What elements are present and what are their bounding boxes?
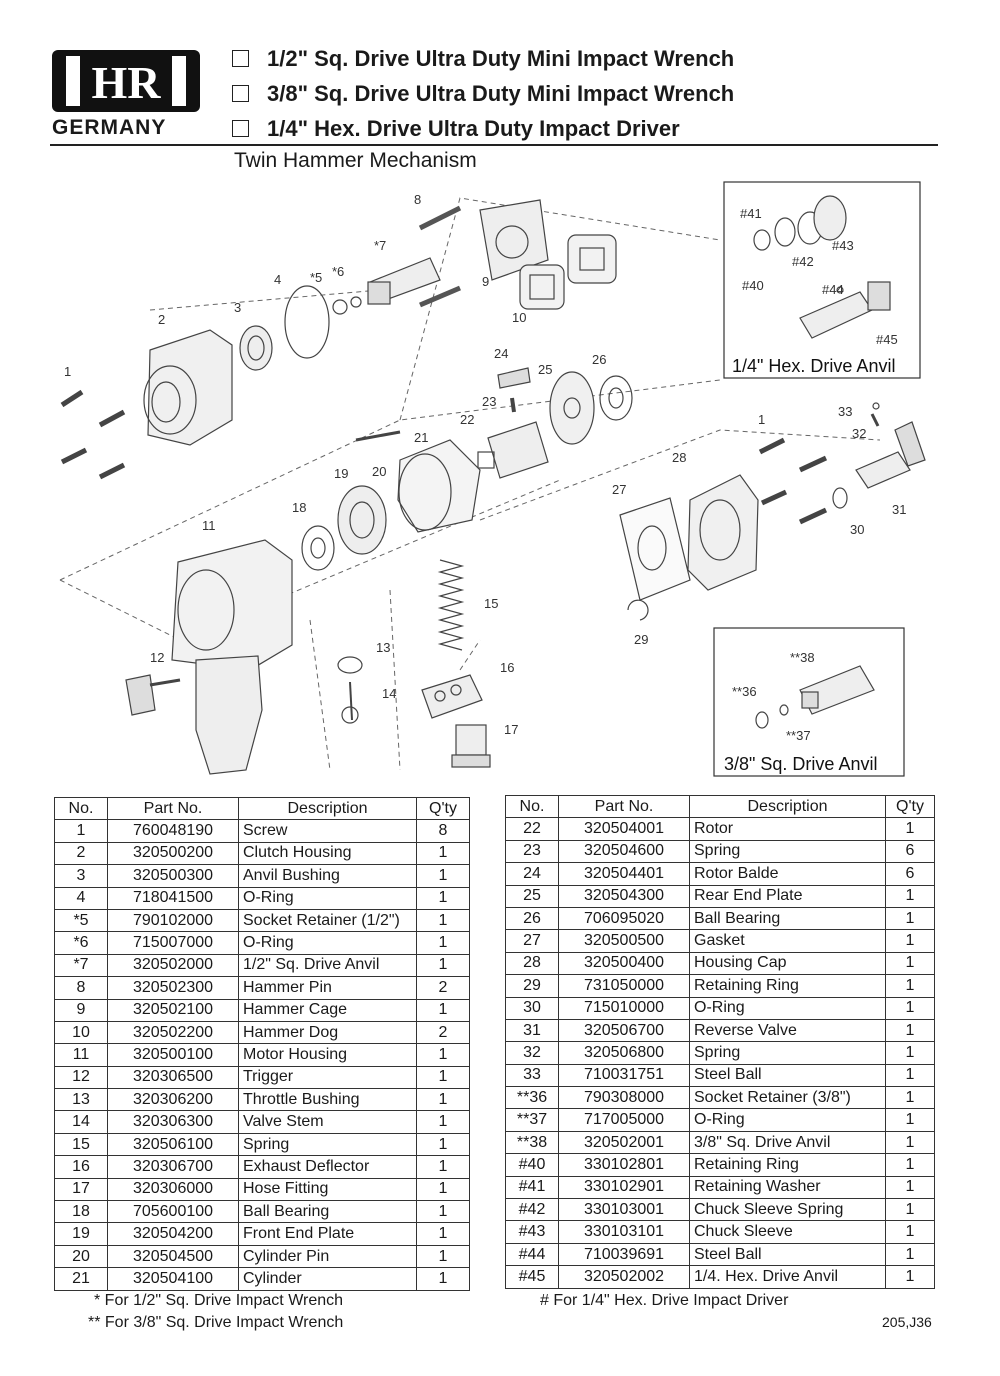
cell-qty: 1 [886,1064,935,1086]
cell-part-no: 320504600 [559,840,690,862]
label-18: 18 [292,500,307,515]
label-8: 8 [414,192,422,207]
cell-part-no: 706095020 [559,907,690,929]
cell-no: 13 [55,1089,108,1111]
cell-description: Gasket [690,930,886,952]
cell-part-no: 715010000 [559,997,690,1019]
cell-qty: 1 [886,975,935,997]
cell-qty: 1 [417,1178,470,1200]
label-38: **38 [790,650,815,665]
cell-no: 2 [55,842,108,864]
cell-qty: 1 [417,1111,470,1133]
table-row [506,1042,935,1064]
cell-no: 25 [506,885,559,907]
cell-description: Chuck Sleeve [690,1221,886,1243]
col-part-no: Part No. [559,796,690,818]
cell-qty: 1 [417,932,470,954]
table-row [506,975,935,997]
label-6: *6 [332,264,345,279]
cell-description: 1/4. Hex. Drive Anvil [690,1266,886,1288]
cell-description: Rear End Plate [690,885,886,907]
cell-part-no: 320502100 [108,999,239,1021]
brand-germany: GERMANY [52,116,167,139]
cell-part-no: 320504100 [108,1268,239,1290]
cell-description: O-Ring [690,1109,886,1131]
cell-part-no: 320306000 [108,1178,239,1200]
cell-no: 23 [506,840,559,862]
cell-no: 9 [55,999,108,1021]
cell-description: Exhaust Deflector [239,1156,417,1178]
cell-part-no: 320504500 [108,1245,239,1267]
col-qty: Q'ty [886,796,935,818]
table-row [506,1154,935,1176]
col-part-no: Part No. [108,798,239,820]
table-row [55,1044,470,1066]
cell-no: 31 [506,1019,559,1041]
table-row [55,1066,470,1088]
cell-part-no: 320306700 [108,1156,239,1178]
cell-qty: 1 [886,1221,935,1243]
title-hex-driver: 1/4" Hex. Drive Ultra Duty Impact Driver [267,116,680,141]
table-row [506,907,935,929]
cell-qty: 2 [417,977,470,999]
cell-no: #43 [506,1221,559,1243]
cell-part-no: 320500100 [108,1044,239,1066]
cell-qty: 1 [417,1066,470,1088]
cell-qty: 1 [886,952,935,974]
table-row [506,1176,935,1198]
footnote-hash: # For 1/4" Hex. Drive Impact Driver [540,1292,789,1309]
cell-part-no: 320306300 [108,1111,239,1133]
label-2: 2 [158,312,166,327]
table-row [506,1087,935,1109]
table-header-row [55,798,470,820]
col-no: No. [55,798,108,820]
cell-description: Trigger [239,1066,417,1088]
label-19: 19 [334,466,349,481]
cell-qty: 1 [417,842,470,864]
table-row [506,1266,935,1288]
cell-part-no: 705600100 [108,1201,239,1223]
cell-qty: 1 [886,1131,935,1153]
col-description: Description [690,796,886,818]
cell-description: Hammer Pin [239,977,417,999]
cell-part-no: 320500300 [108,865,239,887]
cell-qty: 1 [417,1089,470,1111]
cell-no: *6 [55,932,108,954]
table-row [55,1021,470,1043]
cell-part-no: 320504401 [559,863,690,885]
table-row [55,1156,470,1178]
cell-qty: 1 [886,1243,935,1265]
cell-description: 3/8" Sq. Drive Anvil [690,1131,886,1153]
cell-part-no: 330102901 [559,1176,690,1198]
col-qty: Q'ty [417,798,470,820]
cell-part-no: 320504300 [559,885,690,907]
cell-description: Retaining Ring [690,975,886,997]
cell-part-no: 320502200 [108,1021,239,1043]
table-row [506,952,935,974]
cell-no: 1 [55,820,108,842]
cell-no: 20 [55,1245,108,1267]
table-row [506,863,935,885]
cell-part-no: 320504001 [559,818,690,840]
cell-part-no: 320506700 [559,1019,690,1041]
label-45: #45 [876,332,898,347]
table-row [55,1133,470,1155]
cell-description: Socket Retainer (1/2") [239,909,417,931]
cell-no: 18 [55,1201,108,1223]
cell-qty: 1 [417,1223,470,1245]
cell-qty: 1 [886,907,935,929]
cell-qty: 1 [886,1109,935,1131]
cell-qty: 1 [886,1019,935,1041]
checkbox-hex-driver[interactable] [232,120,249,137]
label-22: 22 [460,412,475,427]
title-line-1 [232,46,734,72]
title-half-inch: 1/2" Sq. Drive Ultra Duty Mini Impact Wrench [267,46,735,71]
cell-qty: 1 [417,1133,470,1155]
cell-qty: 1 [886,1042,935,1064]
cell-description: Valve Stem [239,1111,417,1133]
label-43: #43 [832,238,854,253]
label-24: 24 [494,346,509,361]
cell-description: Housing Cap [690,952,886,974]
cell-qty: 1 [886,1087,935,1109]
table-header-row [506,796,935,818]
cell-qty: 8 [417,820,470,842]
cell-description: Hammer Cage [239,999,417,1021]
cell-part-no: 320504200 [108,1223,239,1245]
checkbox-half-inch[interactable] [232,50,249,67]
label-16: 16 [500,660,515,675]
hr-logo [52,50,200,112]
table-row [55,1111,470,1133]
label-32: 32 [852,426,867,441]
table-row [55,887,470,909]
table-row [506,1064,935,1086]
cell-qty: 1 [417,1245,470,1267]
label-37: **37 [786,728,811,743]
cell-part-no: 320502300 [108,977,239,999]
parts-table-left [54,797,470,1291]
cell-no: *7 [55,954,108,976]
label-20: 20 [372,464,387,479]
cell-no: 26 [506,907,559,929]
header-rule [50,144,938,146]
cell-description: Screw [239,820,417,842]
title-line-2 [232,81,734,107]
cell-part-no: 320306200 [108,1089,239,1111]
table-row [506,1109,935,1131]
table-row [506,997,935,1019]
label-26: 26 [592,352,607,367]
label-27: 27 [612,482,627,497]
cell-qty: 6 [886,863,935,885]
table-row [55,1089,470,1111]
cell-description: Spring [239,1133,417,1155]
label-7: *7 [374,238,387,253]
cell-qty: 1 [886,818,935,840]
cell-description: Rotor [690,818,886,840]
table-row [55,999,470,1021]
inset-sq-caption: 3/8" Sq. Drive Anvil [724,754,878,774]
cell-no: 3 [55,865,108,887]
table-row [506,885,935,907]
table-row [55,842,470,864]
cell-part-no: 330102801 [559,1154,690,1176]
cell-no: 15 [55,1133,108,1155]
cell-description: Cylinder Pin [239,1245,417,1267]
cell-no: 28 [506,952,559,974]
cell-part-no: 718041500 [108,887,239,909]
cell-description: Anvil Bushing [239,865,417,887]
label-14: 14 [382,686,397,701]
cell-qty: 1 [417,1156,470,1178]
cell-description: Ball Bearing [239,1201,417,1223]
table-row [55,1223,470,1245]
checkbox-three-eighths[interactable] [232,85,249,102]
cell-description: Cylinder [239,1268,417,1290]
cell-qty: 1 [417,999,470,1021]
inset-hex-caption: 1/4" Hex. Drive Anvil [732,356,896,376]
cell-part-no: 710039691 [559,1243,690,1265]
label-36: **36 [732,684,757,699]
label-30: 30 [850,522,865,537]
label-40: #40 [742,278,764,293]
cell-no: #45 [506,1266,559,1288]
cell-qty: 1 [417,909,470,931]
cell-no: #40 [506,1154,559,1176]
table-row [506,1221,935,1243]
cell-qty: 1 [886,997,935,1019]
cell-description: Clutch Housing [239,842,417,864]
cell-part-no: 330103101 [559,1221,690,1243]
cell-qty: 2 [417,1021,470,1043]
cell-no: 22 [506,818,559,840]
label-11: 11 [202,518,216,533]
cell-no: **37 [506,1109,559,1131]
label-28: 28 [672,450,687,465]
footnote-double-star: ** For 3/8" Sq. Drive Impact Wrench [88,1314,344,1331]
label-42: #42 [792,254,814,269]
label-12: 12 [150,650,165,665]
label-5: *5 [310,270,323,285]
cell-no: 12 [55,1066,108,1088]
cell-description: Reverse Valve [690,1019,886,1041]
cell-no: *5 [55,909,108,931]
cell-qty: 1 [417,1201,470,1223]
table-row [55,932,470,954]
table-row [55,1245,470,1267]
cell-part-no: 715007000 [108,932,239,954]
cell-qty: 1 [886,885,935,907]
cell-no: 27 [506,930,559,952]
cell-description: Steel Ball [690,1064,886,1086]
cell-description: 1/2" Sq. Drive Anvil [239,954,417,976]
cell-part-no: 790308000 [559,1087,690,1109]
cell-description: Front End Plate [239,1223,417,1245]
cell-part-no: 320502001 [559,1131,690,1153]
cell-description: Chuck Sleeve Spring [690,1199,886,1221]
table-row [506,840,935,862]
cell-qty: 1 [417,865,470,887]
cell-qty: 1 [417,1268,470,1290]
cell-part-no: 717005000 [559,1109,690,1131]
cell-description: Throttle Bushing [239,1089,417,1111]
label-21: 21 [414,430,429,445]
label-17: 17 [504,722,519,737]
cell-no: 8 [55,977,108,999]
col-description: Description [239,798,417,820]
cell-qty: 1 [417,954,470,976]
document-code: 205,J36 [882,1314,932,1330]
cell-qty: 1 [886,1176,935,1198]
cell-no: #41 [506,1176,559,1198]
cell-part-no: 790102000 [108,909,239,931]
col-no: No. [506,796,559,818]
cell-no: #42 [506,1199,559,1221]
cell-no: 29 [506,975,559,997]
label-10: 10 [512,310,527,325]
table-row [55,820,470,842]
cell-description: O-Ring [690,997,886,1019]
cell-description: Ball Bearing [690,907,886,929]
table-row [506,1243,935,1265]
cell-part-no: 320500500 [559,930,690,952]
cell-part-no: 320506100 [108,1133,239,1155]
cell-part-no: 320500200 [108,842,239,864]
table-row [55,865,470,887]
label-1: 1 [64,364,72,379]
cell-qty: 1 [886,1266,935,1288]
table-row [55,954,470,976]
cell-part-no: 710031751 [559,1064,690,1086]
table-row [55,1268,470,1290]
label-1-right: 1 [758,412,766,427]
label-44: #44 [822,282,844,297]
table-row [55,1201,470,1223]
cell-no: **36 [506,1087,559,1109]
cell-no: 14 [55,1111,108,1133]
label-25: 25 [538,362,553,377]
cell-no: **38 [506,1131,559,1153]
footnote-star: * For 1/2" Sq. Drive Impact Wrench [94,1292,344,1309]
cell-no: 10 [55,1021,108,1043]
title-three-eighths: 3/8" Sq. Drive Ultra Duty Mini Impact Wrench [267,81,735,106]
cell-no: 11 [55,1044,108,1066]
label-31: 31 [892,502,907,517]
cell-qty: 1 [886,1199,935,1221]
cell-no: 32 [506,1042,559,1064]
cell-description: Retaining Washer [690,1176,886,1198]
cell-part-no: 731050000 [559,975,690,997]
cell-qty: 1 [417,1044,470,1066]
cell-description: O-Ring [239,887,417,909]
cell-part-no: 320306500 [108,1066,239,1088]
label-41: #41 [740,206,762,221]
table-row [506,818,935,840]
cell-no: 16 [55,1156,108,1178]
cell-description: Rotor Balde [690,863,886,885]
table-row [506,1019,935,1041]
cell-description: Socket Retainer (3/8") [690,1087,886,1109]
cell-part-no: 760048190 [108,820,239,842]
cell-part-no: 320506800 [559,1042,690,1064]
label-15: 15 [484,596,499,611]
label-13: 13 [376,640,391,655]
cell-no: 30 [506,997,559,1019]
cell-part-no: 320502000 [108,954,239,976]
cell-description: Hose Fitting [239,1178,417,1200]
table-row [506,1199,935,1221]
label-29: 29 [634,632,649,647]
cell-description: Spring [690,840,886,862]
cell-qty: 1 [886,930,935,952]
cell-qty: 1 [417,887,470,909]
cell-no: #44 [506,1243,559,1265]
cell-no: 21 [55,1268,108,1290]
label-4: 4 [274,272,282,287]
cell-part-no: 320502002 [559,1266,690,1288]
cell-no: 24 [506,863,559,885]
cell-part-no: 320500400 [559,952,690,974]
title-line-3 [232,116,680,142]
cell-qty: 6 [886,840,935,862]
cell-description: Spring [690,1042,886,1064]
table-row [55,909,470,931]
cell-description: Retaining Ring [690,1154,886,1176]
cell-no: 33 [506,1064,559,1086]
cell-no: 19 [55,1223,108,1245]
cell-qty: 1 [886,1154,935,1176]
cell-no: 17 [55,1178,108,1200]
label-33: 33 [838,404,853,419]
cell-description: Motor Housing [239,1044,417,1066]
cell-part-no: 330103001 [559,1199,690,1221]
parts-table-right [505,795,935,1289]
table-row [506,930,935,952]
cell-no: 4 [55,887,108,909]
label-23: 23 [482,394,497,409]
label-9: 9 [482,274,490,289]
table-row [55,1178,470,1200]
table-row [55,977,470,999]
table-row [506,1131,935,1153]
exploded-view-diagram [0,170,1000,790]
cell-description: O-Ring [239,932,417,954]
logo-lettering: HR [91,57,161,108]
cell-description: Steel Ball [690,1243,886,1265]
label-3: 3 [234,300,242,315]
cell-description: Hammer Dog [239,1021,417,1043]
subtitle: Twin Hammer Mechanism [234,149,477,172]
